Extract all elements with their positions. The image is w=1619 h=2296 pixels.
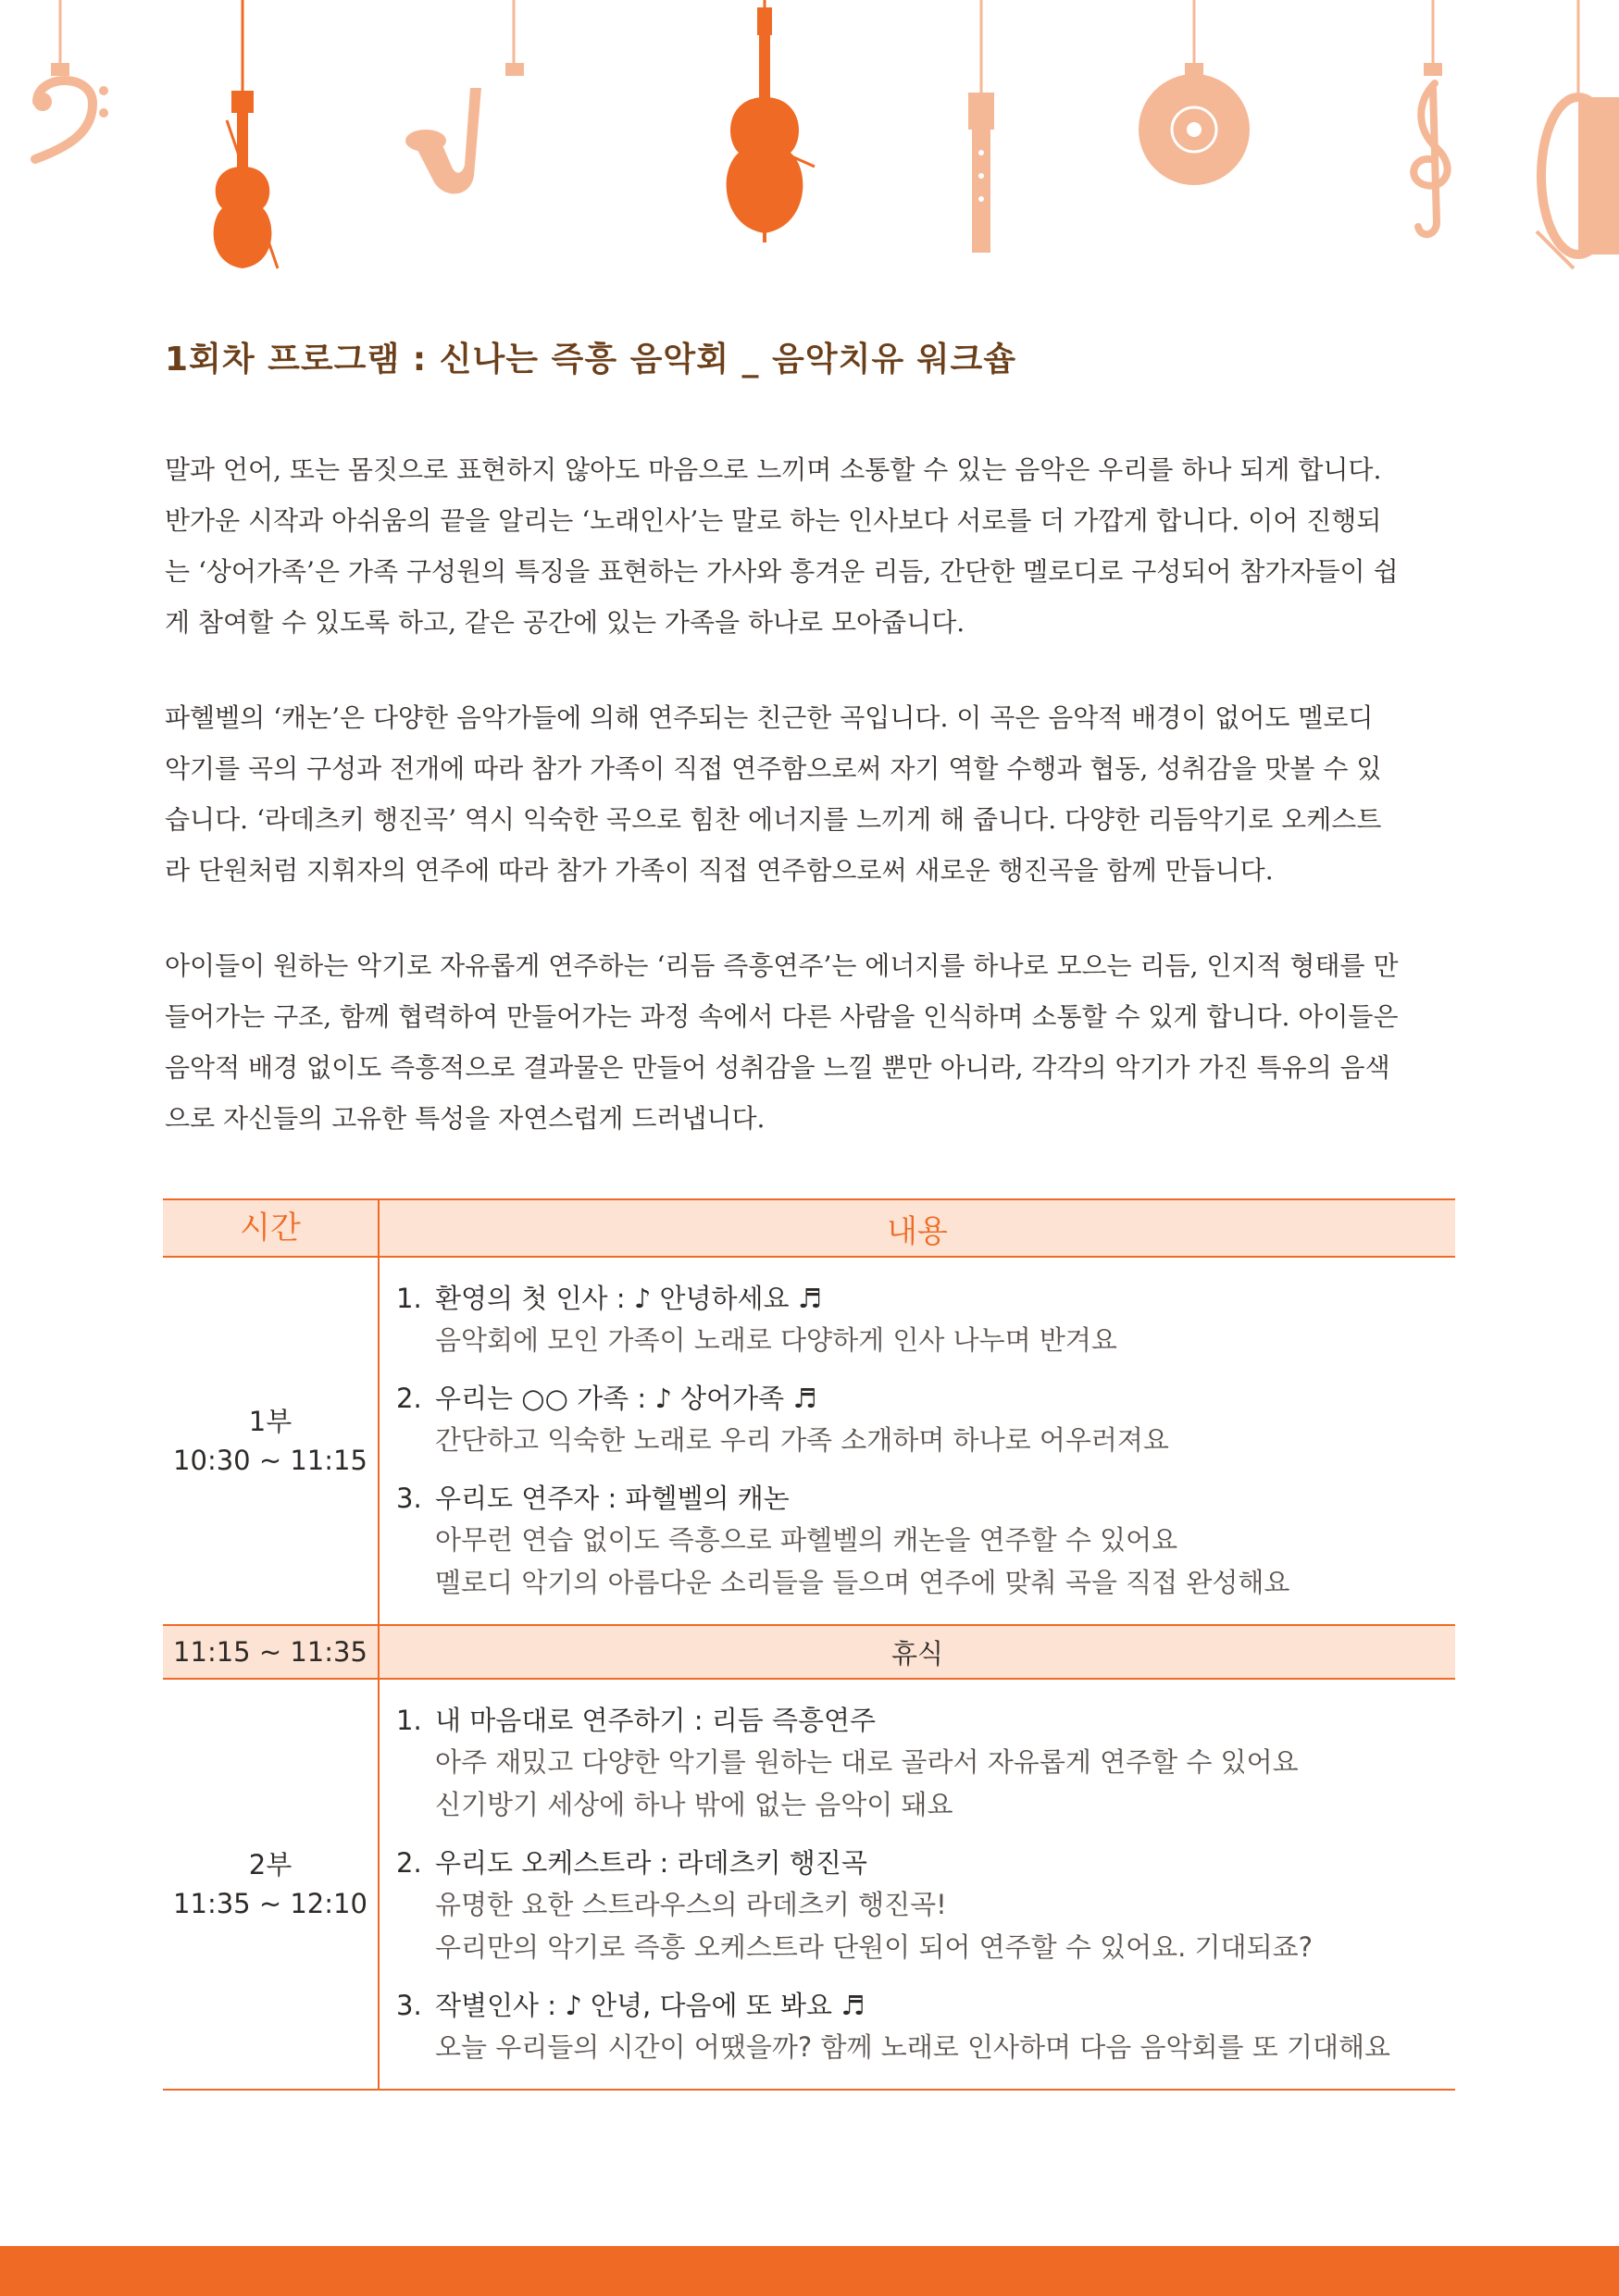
drum-icon (1537, 0, 1619, 268)
paragraph-line: 악기를 곡의 구성과 전개에 따라 참가 가족이 직접 연주함으로써 자기 역할 수행과 협동, 성취감을 맛볼 수 있 (165, 753, 1382, 784)
cd-ornament-icon (1139, 0, 1250, 185)
part2-name: 2부 (248, 1849, 293, 1880)
part1-time-cell (163, 1257, 379, 1625)
break-time-cell: 11:15 ~ 11:35 (163, 1625, 379, 1679)
list-item (396, 1843, 1455, 1968)
item-title: 작별인사 : ♪ 안녕, 다음에 또 봐요 ♬ (435, 1990, 866, 2021)
break-label: 휴식 (379, 1625, 1455, 1679)
cello-icon (727, 0, 815, 242)
list-item (396, 1700, 1455, 1826)
part2-row (163, 1679, 1455, 2090)
page-title: 1회차 프로그램 : 신나는 즉흥 음악회 _ 음악치유 워크숍 (165, 341, 1017, 379)
item-description: 우리만의 악기로 즉흥 오케스트라 단원이 되어 연주할 수 있어요. 기대되죠? (435, 1931, 1313, 1963)
violin-icon (214, 0, 278, 268)
saxophone-icon (405, 0, 524, 193)
item-description: 음악회에 모인 가족이 노래로 다양하게 인사 나누며 반겨요 (435, 1324, 1117, 1356)
item-title: 우리도 연주자 : 파헬벨의 캐논 (435, 1483, 790, 1514)
item-description: 멜로디 악기의 아름다운 소리들을 들으며 연주에 맞춰 곡을 직접 완성해요 (435, 1567, 1290, 1598)
list-item (396, 1985, 1455, 2068)
item-title: 환영의 첫 인사 : ♪ 안녕하세요 ♬ (435, 1283, 822, 1314)
content-column-header: 내용 (379, 1199, 1455, 1257)
paragraph-line: 말과 언어, 또는 몸짓으로 표현하지 않아도 마음으로 느끼며 소통할 수 있는 음악은 우리를 하나 되게 합니다. (165, 454, 1382, 485)
treble-clef-icon (1414, 0, 1447, 234)
paragraph-line: 라 단원처럼 지휘자의 연주에 따라 참가 가족이 직접 연주함으로써 새로운 행진곡을 함께 만듭니다. (165, 855, 1274, 886)
part2-content-cell (379, 1679, 1455, 2090)
item-description: 아무런 연습 없이도 즉흥으로 파헬벨의 캐논을 연주할 수 있어요 (435, 1524, 1178, 1556)
paragraph-line: 파헬벨의 ‘캐논’은 다양한 음악가들에 의해 연주되는 친근한 곡입니다. 이 곡은 음악적 배경이 없어도 멜로디 (165, 702, 1374, 733)
part1-row (163, 1257, 1455, 1625)
break-row (163, 1625, 1455, 1679)
item-number: 1. (396, 1705, 422, 1736)
item-number: 1. (396, 1283, 422, 1314)
item-title: 우리도 오케스트라 : 라데츠키 행진곡 (435, 1847, 867, 1879)
list-item (396, 1478, 1455, 1604)
item-description: 아주 재밌고 다양한 악기를 원하는 대로 골라서 자유롭게 연주할 수 있어요 (435, 1746, 1299, 1778)
paragraph-line: 반가운 시작과 아쉬움의 끝을 알리는 ‘노래인사’는 말로 하는 인사보다 서로를 더 가깝게 합니다. 이어 진행되 (165, 505, 1382, 536)
time-column-header: 시간 (163, 1199, 379, 1257)
item-description: 유명한 요한 스트라우스의 라데츠키 행진곡! (435, 1889, 947, 1920)
item-number: 3. (396, 1483, 422, 1514)
list-item (396, 1278, 1455, 1361)
item-description: 오늘 우리들의 시간이 어땠을까? 함께 노래로 인사하며 다음 음악회를 또 기대해요 (435, 2031, 1391, 2063)
paragraph-line: 게 참여할 수 있도록 하고, 같은 공간에 있는 가족을 하나로 모아줍니다. (165, 607, 965, 638)
intro-paragraph-2 (165, 692, 1453, 896)
bass-clef-icon (33, 0, 108, 159)
paragraph-line: 아이들이 원하는 악기로 자유롭게 연주하는 ‘리듬 즉흥연주’는 에너지를 하나로 모으는 리듬, 인지적 형태를 만 (165, 950, 1399, 981)
item-number: 2. (396, 1383, 422, 1414)
part1-time: 10:30 ~ 11:15 (173, 1445, 367, 1476)
item-number: 2. (396, 1847, 422, 1879)
schedule-table (163, 1198, 1455, 2091)
item-title: 우리는 ○○ 가족 : ♪ 상어가족 ♬ (435, 1383, 817, 1414)
intro-paragraph-1 (165, 444, 1453, 648)
intro-paragraph-3 (165, 940, 1453, 1144)
part2-time: 11:35 ~ 12:10 (173, 1888, 367, 1919)
part1-name: 1부 (248, 1406, 293, 1437)
paragraph-line: 습니다. ‘라데츠키 행진곡’ 역시 익숙한 곡으로 힘찬 에너지를 느끼게 해 줍니다. 다양한 리듬악기로 오케스트 (165, 804, 1382, 835)
list-item (396, 1378, 1455, 1461)
table-header-row (163, 1199, 1455, 1257)
part2-time-cell (163, 1679, 379, 2090)
paragraph-line: 들어가는 구조, 함께 협력하여 만들어가는 과정 속에서 다른 사람을 인식하며 소통할 수 있게 합니다. 아이들은 (165, 1001, 1399, 1032)
paragraph-line: 음악적 배경 없이도 즉흥적으로 결과물은 만들어 성취감을 느낄 뿐만 아니라, 각각의 악기가 가진 특유의 음색 (165, 1052, 1390, 1083)
item-title: 내 마음대로 연주하기 : 리듬 즉흥연주 (435, 1705, 877, 1736)
item-description: 간단하고 익숙한 노래로 우리 가족 소개하며 하나로 어우러져요 (435, 1424, 1169, 1456)
paragraph-line: 는 ‘상어가족’은 가족 구성원의 특징을 표현하는 가사와 흥겨운 리듬, 간단한 멜로디로 구성되어 참가자들이 쉽 (165, 556, 1399, 587)
part1-content-cell (379, 1257, 1455, 1625)
footer-bar (0, 2246, 1619, 2296)
recorder-icon (968, 0, 994, 253)
item-description: 신기방기 세상에 하나 밖에 없는 음악이 돼요 (435, 1789, 953, 1820)
item-number: 3. (396, 1990, 422, 2021)
paragraph-line: 으로 자신들의 고유한 특성을 자연스럽게 드러냅니다. (165, 1103, 766, 1134)
instrument-decoration (0, 0, 1619, 296)
